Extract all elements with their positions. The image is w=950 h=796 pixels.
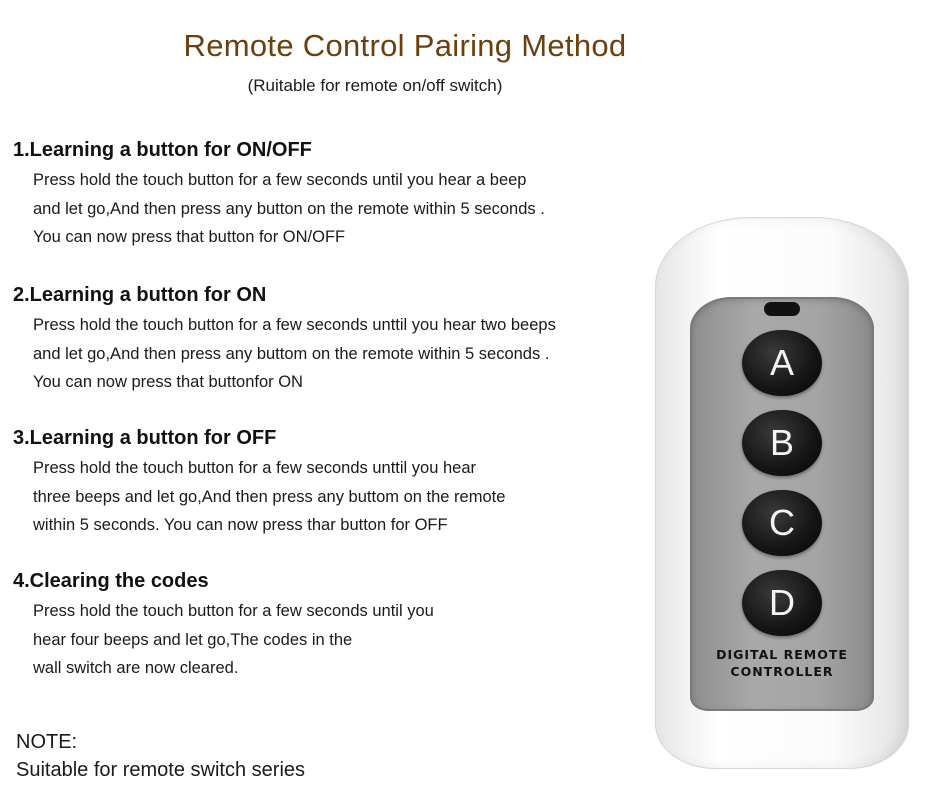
section-body <box>33 311 556 397</box>
note-text: Suitable for remote switch series <box>16 759 306 781</box>
section-body <box>33 454 505 540</box>
body-line: hear four beeps and let go,The codes in the <box>33 630 353 649</box>
body-line: Press hold the touch button for a few seconds until you <box>33 602 434 620</box>
remote-label-line1: DIGITAL REMOTE <box>716 647 848 662</box>
body-line: Press hold the touch button for a few seconds unttil you hear <box>33 459 477 477</box>
remote-control-image <box>655 217 909 769</box>
section-heading: 1.Learning a button for ON/OFF <box>13 139 312 161</box>
body-line: and let go,And then press any buttom on the remote within 5 seconds . <box>33 344 550 363</box>
section-clear-codes <box>13 569 434 683</box>
page-title: Remote Control Pairing Method <box>183 28 627 63</box>
remote-faceplate <box>690 297 874 711</box>
section-heading: 2.Learning a button for ON <box>13 284 267 306</box>
remote-button-c: C <box>742 490 822 556</box>
note-label: NOTE: <box>16 731 78 753</box>
body-line: Press hold the touch button for a few seconds until you hear a beep <box>33 171 527 189</box>
remote-button-a: A <box>742 330 822 396</box>
page-subtitle: (Ruitable for remote on/off switch) <box>247 76 503 95</box>
body-line: and let go,And then press any button on the remote within 5 seconds . <box>33 199 545 218</box>
remote-button-d: D <box>742 570 822 636</box>
body-line: three beeps and let go,And then press any buttom on the remote <box>33 487 506 506</box>
body-line: Press hold the touch button for a few seconds unttil you hear two beeps <box>33 316 556 334</box>
section-learn-off <box>13 426 505 540</box>
section-learn-on-off <box>13 138 545 252</box>
led-indicator-icon <box>764 302 800 316</box>
section-heading: 4.Clearing the codes <box>13 570 209 592</box>
body-line: You can now press that button for ON/OFF <box>33 228 346 246</box>
section-learn-on <box>13 283 556 397</box>
section-body <box>33 597 434 683</box>
body-line: You can now press that buttonfor ON <box>33 373 303 391</box>
section-heading: 3.Learning a button for OFF <box>13 427 277 449</box>
remote-label-line2: CONTROLLER <box>730 664 834 679</box>
body-line: within 5 seconds. You can now press thar button for OFF <box>33 516 448 534</box>
note-block <box>16 728 305 784</box>
body-line: wall switch are now cleared. <box>33 659 239 677</box>
section-body <box>33 166 545 252</box>
remote-button-b: B <box>742 410 822 476</box>
